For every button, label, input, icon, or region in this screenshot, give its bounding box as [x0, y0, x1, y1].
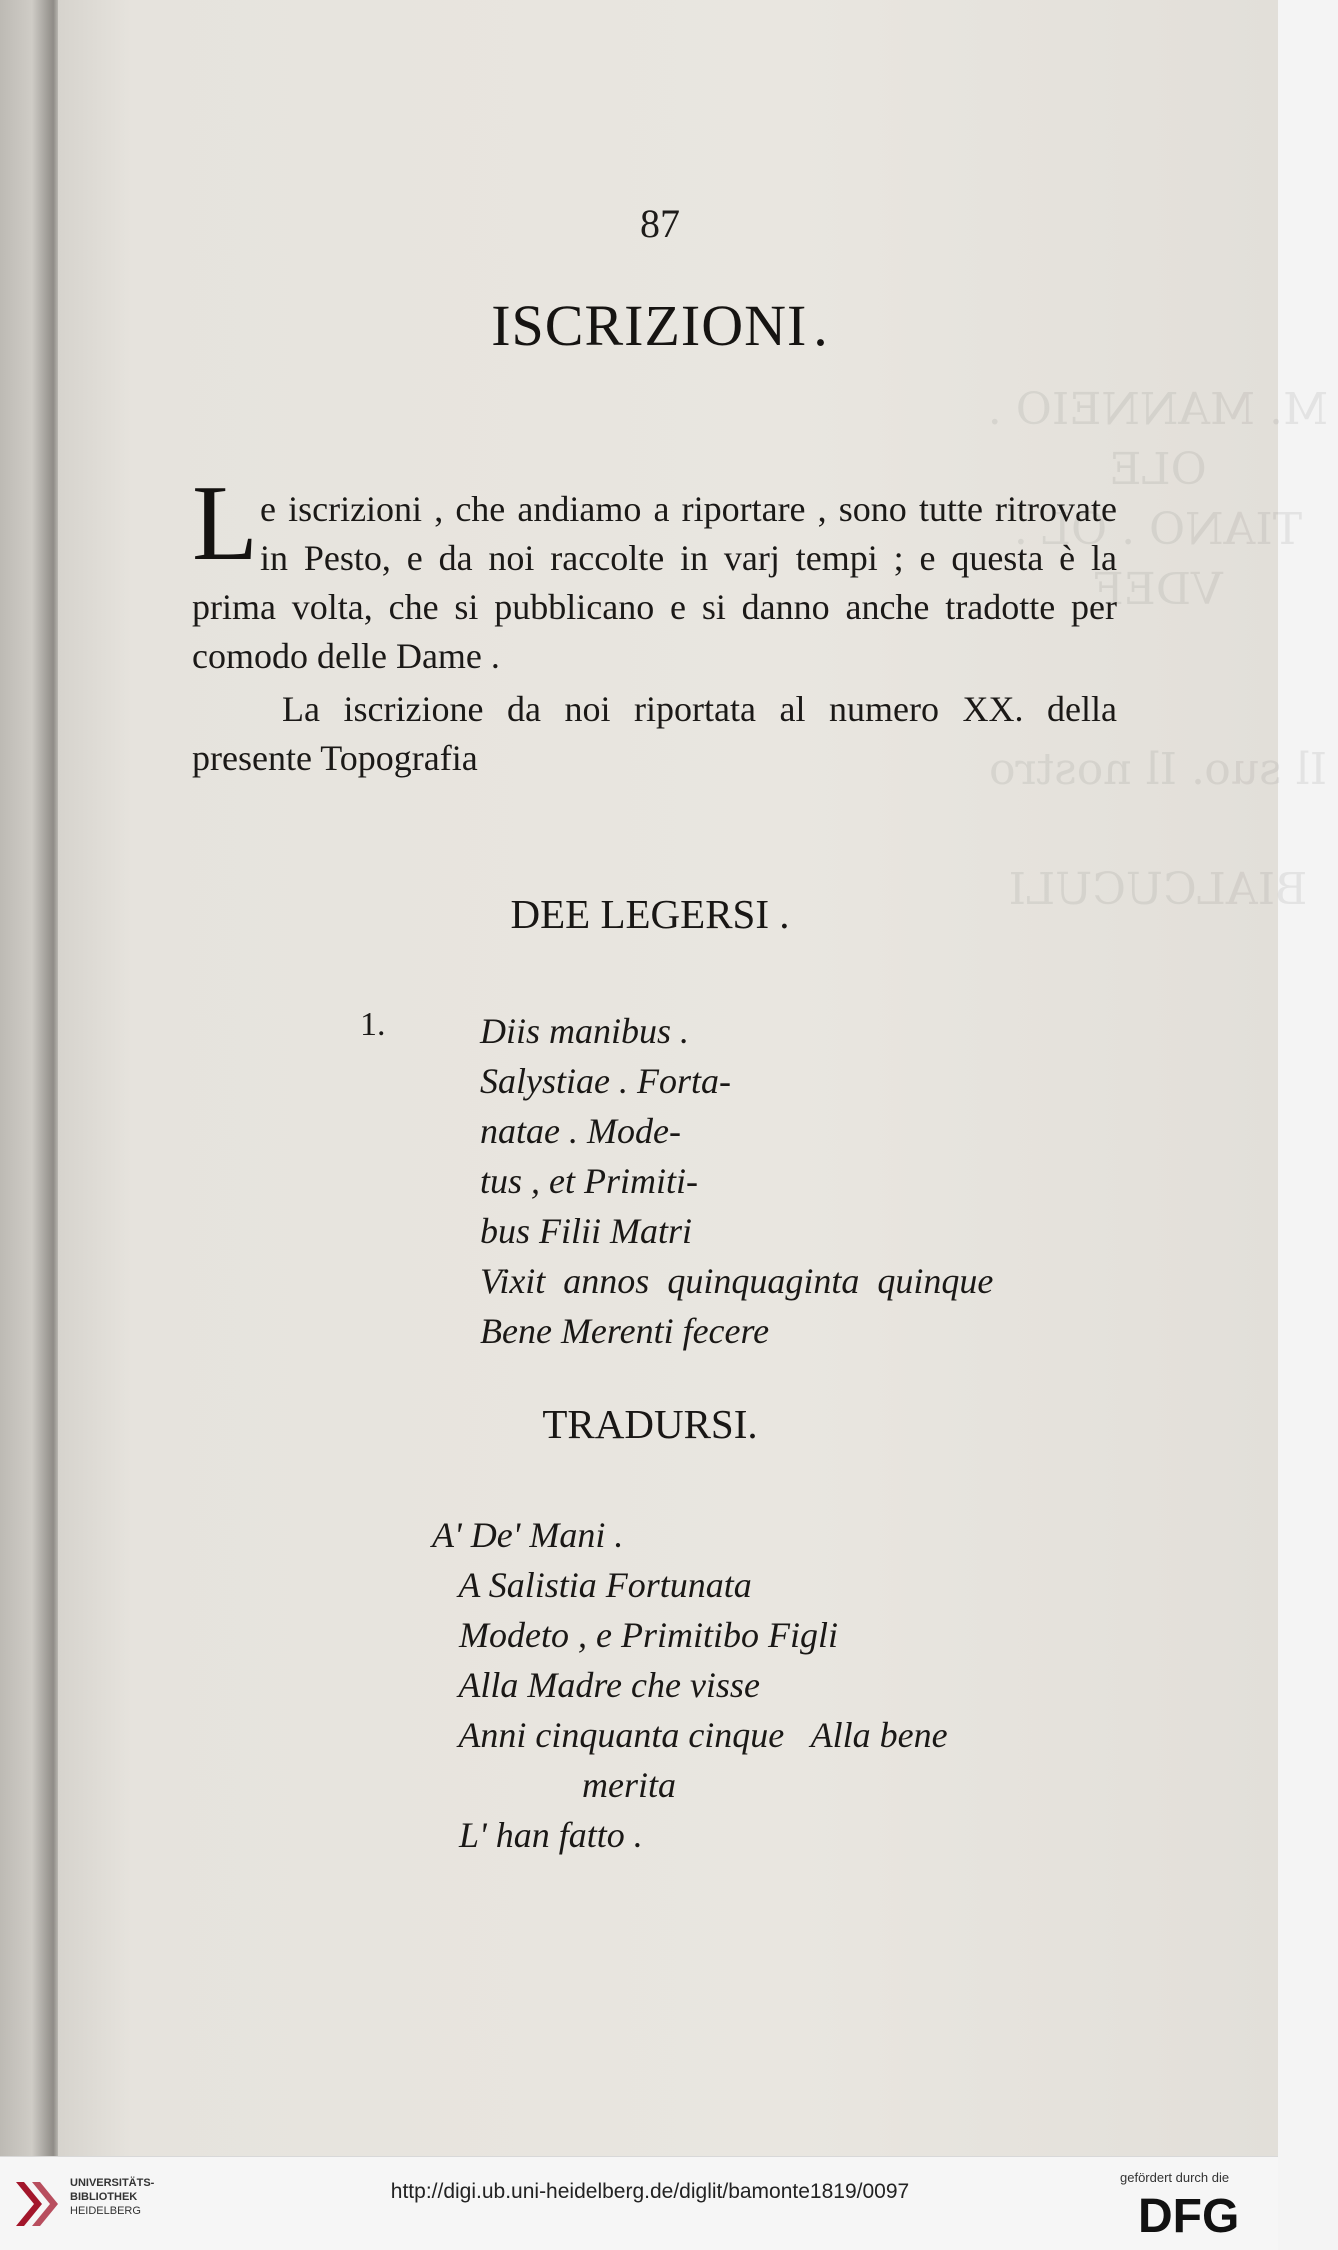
dfg-logo-icon [1138, 2188, 1266, 2243]
show-through-text: M. MANNEIO . OLE TIANO . OL . VDEF Il suo. Il nostro BIALCUCULI [987, 384, 1329, 915]
italian-translation [432, 1510, 1192, 1860]
section-heading-read: DEE LEGERSI . [510, 891, 790, 937]
drop-cap: L [192, 464, 258, 583]
funding-note: gefördert durch die [1120, 2170, 1230, 2185]
latin-line: Vixit annos quinquaginta quinque [480, 1261, 994, 1301]
section-heading-translate: TRADURSI. [542, 1401, 758, 1447]
latin-line: Diis manibus . [480, 1011, 690, 1051]
inscription-number: 1. [360, 1006, 386, 1043]
latin-line: Salystiae . Forta- [480, 1061, 731, 1101]
library-line-1: UNIVERSITÄTS- [70, 2177, 155, 2189]
book-spine [0, 0, 58, 2156]
page-title [460, 292, 860, 359]
page-number: 87 [640, 201, 680, 246]
library-line-2: BIBLIOTHEK [70, 2191, 138, 2203]
permalink-url[interactable]: http://digi.ub.uni-heidelberg.de/diglit/bamonte1819/0097 [390, 2180, 910, 2203]
latin-line: tus , et Primiti- [480, 1161, 698, 1201]
translation-line: Modeto , e Primitibo Figli [432, 1615, 838, 1655]
latin-inscription [480, 1006, 1240, 1356]
translation-line: Anni cinquanta cinque Alla bene [432, 1715, 948, 1755]
intro-paragraph-1 [192, 464, 1117, 681]
translation-line: A' De' Mani . [432, 1515, 624, 1555]
title-period: . [813, 293, 829, 358]
latin-line: natae . Mode- [480, 1111, 681, 1151]
translation-line: merita [582, 1765, 676, 1805]
translation-line: A Salistia Fortunata [432, 1565, 752, 1605]
library-line-3: HEIDELBERG [70, 2205, 141, 2217]
page-title-text: ISCRIZIONI [491, 293, 808, 358]
intro-paragraph-2: La iscrizione da noi riportata al numero XX. della presente Topografia [192, 689, 1117, 778]
university-library-logo-icon [12, 2176, 62, 2232]
translation-line: L' han fatto . [432, 1815, 643, 1855]
latin-line: Bene Merenti fecere [480, 1311, 770, 1351]
intro-paragraph-1-text: e iscrizioni , che andiamo a riportare , sono tutte ritrovate in Pesto, e da noi raccolte in varj tempi ; e questa è la prima volta, che si pubblicano e si danno anche tradotte per comodo delle Dame . [192, 489, 1117, 676]
library-name [70, 2176, 240, 2218]
intro-text [192, 464, 1117, 783]
latin-line: bus Filii Matri [480, 1211, 693, 1251]
dfg-logo-text: DFG [1138, 2190, 1240, 2243]
translation-line: Alla Madre che visse [432, 1665, 760, 1705]
